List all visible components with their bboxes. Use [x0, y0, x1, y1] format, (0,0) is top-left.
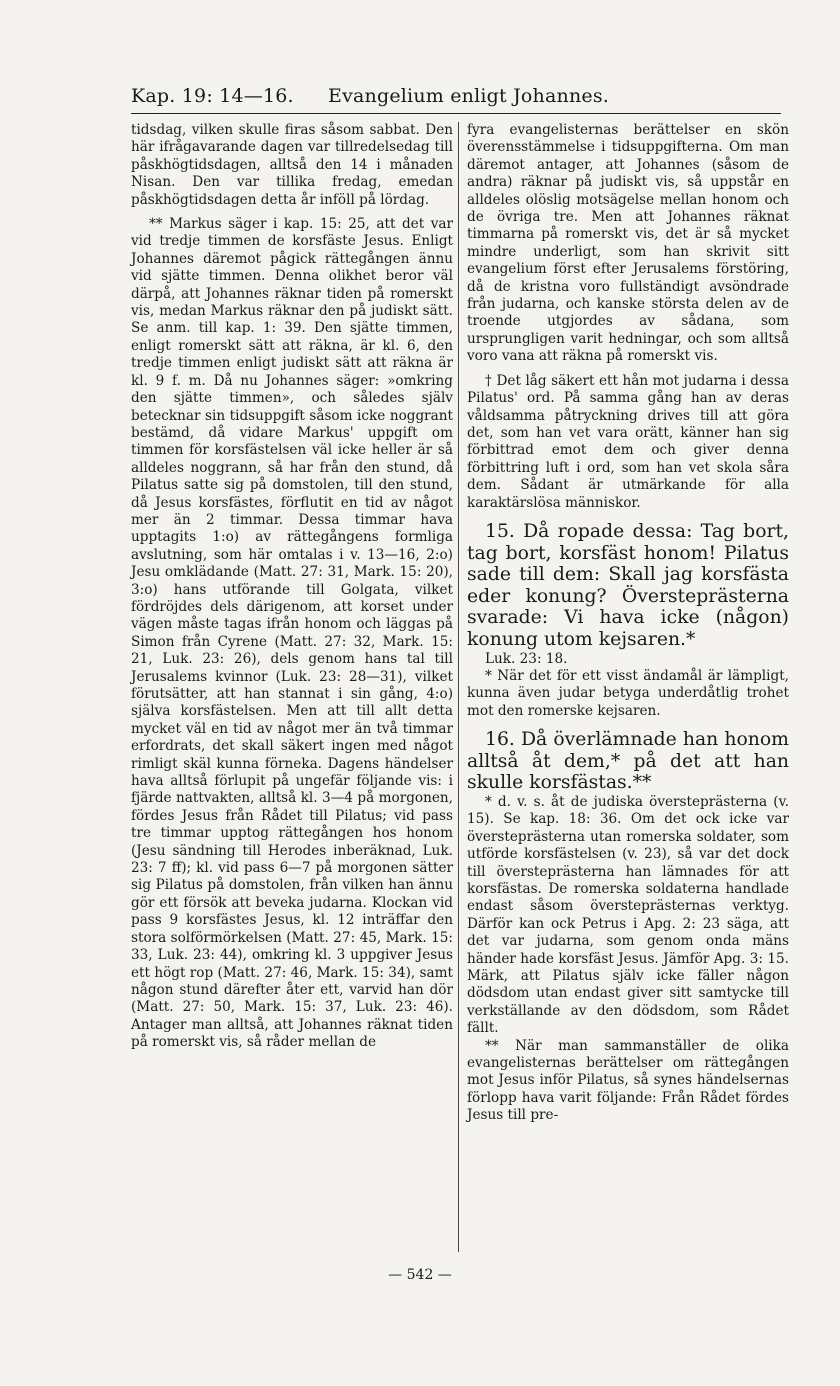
left-para-2: ** Markus säger i kap. 15: 25, att det var vid tredje timmen de korsfäste Jesus. Enligt Johannes däremot pågick rättegången ännu vid sjätte timmen. Denna olikhet beror väl därpå, att Johannes räknar tiden på romerskt vis, medan Markus räknar den på judiskt sätt. Se anm. till kap. 1: 39. Den sjätte timmen, enligt romerskt sätt att räkna, är kl. 6, den tredje timmen enligt judiskt sätt att räkna är kl. 9 f. m. Då nu Johannes säger: »omkring den sjätte timmen», och således själv betecknar sin tidsuppgift såsom icke noggrant bestämd, då vidare Markus' uppgift om timmen för korsfästelsen väl icke heller är så alldeles noggrann, så har från den stund, då Pilatus satte sig på domstolen, till den stund, då Jesus korsfästes, förflutit en tid av något mer än 2 timmar. Dessa timmar hava upptagits 1:o) av rättegångens formliga avslutning, som här omtalas i v. 13—16, 2:o) Jesu omklädande (Matt. 27: 31, Mark. 15: 20), 3:o) hans utförande till Golgata, vilket fördröjdes dels därigenom, att korset under vägen måste tagas ifrån honom och läggas på Simon från Cyrene (Matt. 27: 32, Mark. 15: 21, Luk. 23: 26), dels genom hans tal till Jerusalems kvinnor (Luk. 23: 28—31), vilket förutsätter, att han stannat i sin gång, 4:o) själva korsfästelsen. Men att till allt detta mycket väl en tid av något mer än två timmar erfordrats, det skall säkert ingen med något rimligt skäl kunna förneka. Dagens händelser hava alltså förlupit på ungefär följande vis: i fjärde nattvakten, alltså kl. 3—4 på morgonen, fördes Jesus från Rådet till Pilatus; vid pass tre timmar upptog rättegången hos honom (Jesu sändning till Herodes inberäknad, Luk. 23: 7 ff); kl. vid pass 6—7 på morgonen sätter sig Pilatus på domstolen, från vilken han ännu gör ett försök att beveka judarna. Klockan vid pass 9 korsfästes Jesus, kl. 12 inträffar den stora solförmörkelsen (Matt. 27: 45, Mark. 15: 33, Luk. 23: 44), omkring kl. 3 uppgiver Jesus ett högt rop (Matt. 27: 46, Mark. 15: 34), samt någon stund därefter åter ett, varvid han dör (Matt. 27: 50, Mark. 15: 37, Luk. 23: 46). Antager man alltså, att Johannes räknat tiden på romerskt vis, så råder mellan de	[131, 216, 453, 1051]
right-column	[467, 122, 789, 1125]
running-header	[131, 85, 781, 113]
header-rule	[131, 113, 781, 114]
column-divider	[458, 122, 459, 1252]
verse-15: 15. Då ropade dessa: Tag bort, tag bort, korsfäst honom! Pilatus sade till dem: Skall jag korsfästa eder konung? Översteprästerna svarade: Vi hava icke (någon) konung utom kejsaren.*	[467, 520, 789, 650]
chapter-reference: Kap. 19: 14—16.	[131, 85, 294, 107]
book-title: Evangelium enligt Johannes.	[328, 85, 610, 107]
page-number: — 542 —	[388, 1267, 452, 1283]
right-para-3: * När det för ett visst ändamål är lämpligt, kunna även judar betyga underdåtlig trohet mot den romerske kejsaren.	[467, 667, 789, 719]
right-para-2: † Det låg säkert ett hån mot judarna i dessa Pilatus' ord. På samma gång han av deras våldsamma påtryckning drives till att göra det, som han vet vara orätt, känner han sig förbittrad emot dem och giver denna förbittring luft i ord, som han vet skola såra dem. Sådant är utmärkande för alla karaktärslösa människor.	[467, 372, 789, 511]
verse-16: 16. Då överlämnade han honom alltså åt dem,* på det att han skulle korsfästas.**	[467, 729, 789, 794]
right-para-1: fyra evangelisternas berättelser en skön överensstämmelse i tidsuppgifterna. Om man däremot antager, att Johannes (såsom de andra) räknar på judiskt vis, så uppstår en alldeles olöslig motsägelse mellan honom och de övriga tre. Men att Johannes räknat timmarna på romerskt vis, det är så mycket mindre underligt, som han skrivit sitt evangelium först efter Jerusalems förstöring, då de kristna voro fullständigt avsöndrade från judarna, och kanske största delen av de troende utgjordes av sådana, som ursprungligen varit hedningar, och som alltså voro vana att räkna på romerskt vis.	[467, 122, 789, 365]
left-para-1: tidsdag, vilken skulle firas såsom sabbat. Den här ifrågavarande dagen var tillredelsedag till påskhögtidsdagen, alltså den 14 i månaden Nisan. Den var tillika fredag, emedan påskhögtidsdagen detta år inföll på lördag.	[131, 122, 453, 208]
right-para-4: * d. v. s. åt de judiska översteprästerna (v. 15). Se kap. 18: 36. Om det ock icke var översteprästerna utan romerska soldater, som utförde korsfästelsen (v. 23), så var det dock till översteprästerna han lämnades för att korsfästas. De romerska soldaterna handlade endast såsom översteprästernas verktyg. Därför kan ock Petrus i Apg. 2: 23 säga, att det var judarna, som genom onda mäns händer hade korsfäst Jesus. Jämför Apg. 3: 15. Märk, att Pilatus själv icke fäller någon dödsdom utan endast giver sitt samtycke till verkställande av den dödsdom, som Rådet fällt.	[467, 793, 789, 1037]
verse-15-reference: Luk. 23: 18.	[485, 650, 568, 667]
left-column	[131, 122, 453, 1052]
right-para-5: ** När man sammanställer de olika evangelisternas berättelser om rättegången mot Jesus inför Pilatus, så synes händelsernas förlopp hava varit följande: Från Rådet fördes Jesus till pre-	[467, 1037, 789, 1124]
